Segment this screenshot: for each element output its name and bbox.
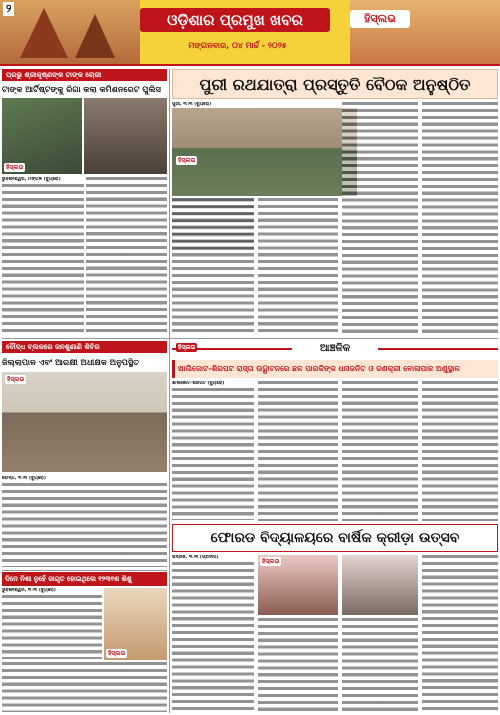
story2-headline: ପୁରୀ ରଥଯାତ୍ରା ପ୍ରସ୍ତୁତି ବୈଠକ ଅନୁଷ୍ଠିତ <box>199 75 471 94</box>
story1-photo-right <box>84 98 167 174</box>
story6-col2 <box>258 618 338 713</box>
story5-dateline: ଭୁବନେଶ୍ୱର, ୩।୩ (ବ୍ୟୁରୋ) <box>2 588 56 593</box>
story6-col4 <box>422 555 498 713</box>
story3-photo <box>2 372 167 472</box>
date-line: ମଙ୍ଗଳବାର, ୦୪ ମାର୍ଚ୍ଚ - ୨୦୨୫ <box>188 41 287 50</box>
section-title: ଓଡ଼ିଶାର ପ୍ରମୁଖ ଖବର <box>140 8 330 32</box>
story2-col3 <box>342 102 418 336</box>
story3-kicker: ବୌଦ୍ଧ ବ୍ଲକରେ ଜନଶୁଣାଣି ଶିବିର <box>2 341 167 353</box>
photo-logo-2: ହିସ୍ଲଭ <box>178 157 196 164</box>
story2-col2 <box>258 198 338 336</box>
story2-col4 <box>422 102 498 336</box>
story3-headline: ଜିଲ୍ଲାପାଳ ଏବଂ ଆରକ୍ଷୀ ଅଧୀକ୍ଷକ ଅନୁପସ୍ଥିତ <box>2 357 140 367</box>
story5-body-left <box>2 588 102 660</box>
story4-col3 <box>342 381 418 521</box>
story1-photo-left <box>2 98 82 174</box>
story4-col2 <box>258 381 338 521</box>
masthead <box>0 0 500 66</box>
story4-col4 <box>422 381 498 521</box>
temple-illustration-left <box>0 0 140 66</box>
row-divider-left <box>2 570 167 571</box>
section-label <box>172 341 498 357</box>
photo-logo-3: ହିସ୍ଲଭ <box>7 376 25 383</box>
story6-photo-left <box>258 555 338 615</box>
story1-body <box>2 177 84 335</box>
row-divider <box>2 338 498 339</box>
story6-col1 <box>172 555 254 713</box>
story2-headline-box <box>172 69 498 99</box>
photo-logo-5: ହିସ୍ଲଭ <box>108 650 126 657</box>
story6-headline-box <box>172 524 498 552</box>
photo-logo: ହିସ୍ଲଭ <box>6 164 24 171</box>
story6-dateline: ଭଦ୍ରକ, ୩।୩ (ପ୍ରଦୀପ) <box>172 555 219 560</box>
story6-headline: ଫୋରଡ ବିଦ୍ୟାଳୟରେ ବାର୍ଷିକ କ୍ରୀଡ଼ା ଉତ୍ସବ <box>210 530 460 546</box>
story4-headline-bar <box>172 360 498 378</box>
story5-child-photo <box>104 588 167 660</box>
story2-col0 <box>172 198 254 336</box>
story3-body <box>2 476 167 568</box>
story5-body-bottom <box>2 662 167 712</box>
section-label-text: ଆଞ୍ଚଳିକ <box>292 341 378 357</box>
page-number: ୨ <box>3 2 14 16</box>
story4-dateline: ଖାଲିକୋଟ-ଶିରପଟ (ବ୍ୟୁରୋ) <box>172 381 225 386</box>
story4-col1 <box>172 381 254 521</box>
story4-headline: ଖାଲିକୋଟ-ଶିରପଟ ରାସ୍ତା ଉଦ୍ଘାଟନରେ ଛଳ ପାରକିଙ୍କ ଧନାଜନିତ ଓ ରଣକ୍ରୀ ବୋଳାପାଳ ଅଣୁସ୍ଥାଳ <box>178 364 460 373</box>
story1-kicker: ପ୍ରଭୁ ଶ୍ରୀକୃଷ୍ଣଙ୍କ ଟାଙ୍କ ଚୋରୀ <box>2 69 167 81</box>
story3-dateline: ବୌଦ୍ଧ, ୩।୩ (ବ୍ୟୁରୋ) <box>2 476 46 481</box>
story5-headline: ଦିନେ ନିଶା ନୁହେଁ ଜାଗୃତ ହୋଇଥିଲେ ୧୨୩୧ଶ ଶିଶୁ <box>5 575 132 583</box>
column-divider <box>169 69 170 713</box>
story1-dateline: ଭୁବନେଶ୍ୱର, ମଙ୍ଗଳ (ବ୍ୟୁରୋ) <box>2 177 61 182</box>
story5-headline-bar <box>2 572 167 586</box>
story6-photo-right <box>342 555 418 615</box>
story2-meeting-photo <box>172 108 357 196</box>
photo-logo-6: ହିସ୍ଲଭ <box>262 558 280 565</box>
story1-headline: ଟାଙ୍କ ଆର୍ଟିଷ୍ଟଙ୍କୁ ରିଗା କଲା କମିଶନରେଟ ପୁଲିସ <box>2 84 161 94</box>
story6-col3 <box>342 618 418 713</box>
story1-body-col2 <box>86 177 167 335</box>
story2-dateline: ପୁରୀ, ୩।୩ (ବ୍ୟୁରୋ) <box>172 102 212 107</box>
brand-logo: ହିସ୍ଲଭ <box>350 10 410 28</box>
section-brand-tag: ହିସ୍ଲଭ <box>178 344 196 351</box>
